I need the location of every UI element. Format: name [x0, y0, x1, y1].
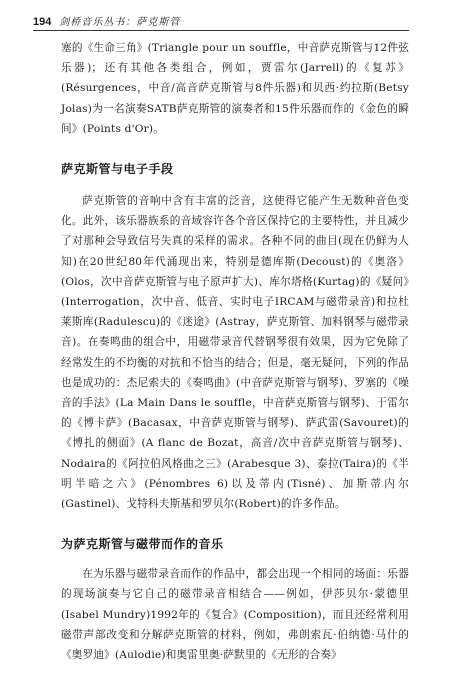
section-heading-electronics: 萨克斯管与电子手段 — [61, 162, 174, 177]
paragraph-tape: 在为乐器与磁带录音而作的作品中，都会出现一个相同的场面：乐器的现场演奏与它自己的磁带录音相结合——例如，伊莎贝尔·蒙德里(Isabel Mundry)1992年的《复合》(Composition)，而且还经常利用磁带声部改变和分解萨克斯管的材料，例如，弗朗索瓦·伯纳德·马什的《奥罗迪》(Aulodie)和奥雷里奥·萨默里的《无形的合奏》 — [61, 568, 409, 662]
section-heading-tape: 为萨克斯管与磁带而作的音乐 — [61, 537, 224, 552]
page-number: 194 — [33, 16, 52, 28]
series-title: 剑桥音乐丛书：萨克斯管 — [59, 17, 181, 28]
running-head — [33, 14, 409, 31]
page-body — [61, 38, 409, 665]
paragraph-electronics: 萨克斯管的音响中含有丰富的泛音，这使得它能产生无数种音色变化。此外，该乐器族系的音域容许各个音区保持它的主要特性，并且减少了对那种会导致信号失真的采样的需求。各种不同的曲目(现在仍鲜为人知)在20世纪80年代涌现出来，特别是德库斯(Decoust)的《奥洛》(Olos，次中音萨克斯管与电子原声扩大)、库尔塔格(Kurtag)的《疑问》(Interrogation，次中音、低音、实时电子IRCAM与磁带录音)和拉杜莱斯库(Radulescu)的《迷途》(Astray，萨克斯管、加料钢琴与磁带录音)。在奏鸣曲的组合中，用磁带录音代替钢琴很有效果，因为它免除了经常发生的不均衡的对抗和不恰当的结合；但是，毫无疑问，下列的作品也是成功的：杰尼索夫的《奏鸣曲》(中音萨克斯管与钢琴)、罗塞的《噪音的手法》(La Main Dans le souffle，中音萨克斯管与钢琴)、于雷尔的《博卡萨》(Bacasax，中音萨克斯管与钢琴)、萨武雷(Savouret)的《博扎的侧面》(A flanc de Bozat，高音/次中音萨克斯管与钢琴)、Nodaira的《阿拉伯风格曲之三》(Arabesque 3)、泰拉(Taira)的《半明半暗之六》(Pénombres 6)以及蒂内(Tisné)、加斯蒂内尔(Gastinel)、戈特科夫斯基和罗贝尔(Robert)的许多作品。 — [61, 195, 409, 511]
paragraph-continued: 塞的《生命三角》(Triangle pour un souffle，中音萨克斯管与12件弦乐器)；还有其他各类组合，例如，贾雷尔(Jarrell)的《复苏》(Résurgences，中音/高音萨克斯管与8件乐器)和贝西·约拉斯(Betsy Jolas)为一名演奏SATB萨克斯管的演奏者和15件乐器而作的《金色的瞬间》(Points d'Or)。 — [61, 42, 409, 135]
